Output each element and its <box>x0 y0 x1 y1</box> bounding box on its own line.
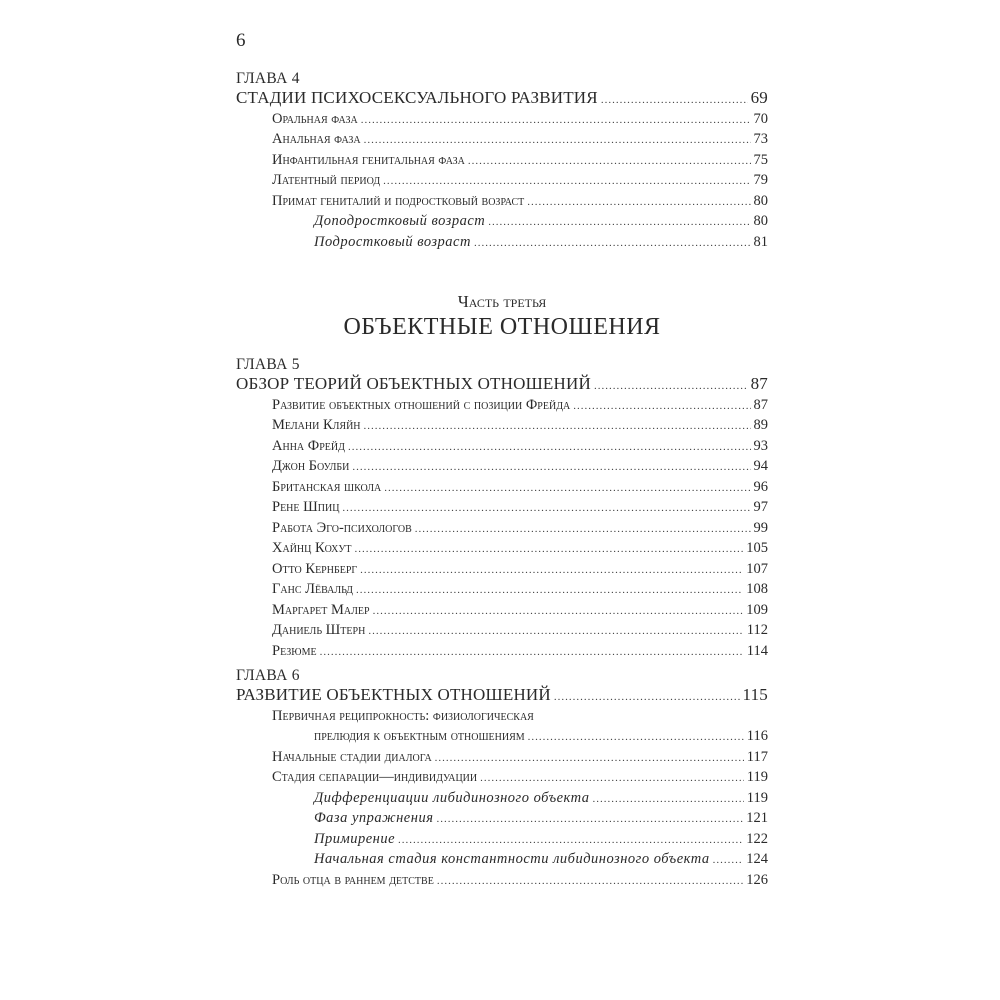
toc-entry-title: Мелани Кляйн <box>272 417 361 433</box>
toc-page-number: 87 <box>753 396 768 413</box>
toc-entry[interactable] <box>236 395 768 416</box>
toc-entry-title: Латентный период <box>272 172 381 188</box>
toc-entry[interactable] <box>236 191 768 212</box>
chapter-label: ГЛАВА 5 <box>236 356 300 373</box>
toc-entry[interactable] <box>236 559 768 580</box>
toc-page-number: 122 <box>746 830 768 847</box>
toc-entry[interactable] <box>236 706 768 727</box>
toc-entry[interactable] <box>236 870 768 891</box>
toc-entry[interactable] <box>236 170 768 191</box>
leader-dots <box>573 395 750 417</box>
toc-page-number: 73 <box>753 131 768 147</box>
chapter-4-section <box>236 70 768 252</box>
toc-entry-title: Маргарет Малер <box>272 601 370 618</box>
toc-entry[interactable] <box>236 150 768 171</box>
leader-dots <box>435 747 744 769</box>
toc-entry-title: Отто Кернберг <box>272 560 358 577</box>
leader-dots <box>398 829 743 851</box>
toc-page-number: 112 <box>746 622 768 638</box>
leader-dots <box>364 129 751 151</box>
toc-page-number: 115 <box>742 685 768 704</box>
toc-entry[interactable] <box>236 456 768 477</box>
toc-subentry[interactable] <box>236 849 768 870</box>
toc-entry-title: Фаза упражнения <box>314 810 434 826</box>
toc-entry-title: Анна Фрейд <box>272 437 345 454</box>
toc-entry-title: Подростковый возраст <box>314 233 471 250</box>
leader-dots <box>601 88 748 111</box>
leader-dots <box>480 767 744 789</box>
toc-entry-title: СТАДИИ ПСИХОСЕКСУАЛЬНОГО РАЗВИТИЯ <box>236 88 598 107</box>
chapter-label: ГЛАВА 4 <box>236 70 300 87</box>
toc-page-number: 89 <box>753 417 768 433</box>
toc-page-number: 79 <box>753 172 768 188</box>
toc-entry-title: ОБЗОР ТЕОРИЙ ОБЪЕКТНЫХ ОТНОШЕНИЙ <box>236 374 591 393</box>
leader-dots <box>527 191 750 213</box>
toc-page-number: 94 <box>753 458 768 474</box>
toc-page-number: 114 <box>746 642 768 659</box>
toc-entry-title: прелюдия к объектным отношениям <box>314 728 525 744</box>
toc-subentry[interactable] <box>236 232 768 253</box>
toc-entry-title: Примат гениталий и подростковый возраст <box>272 192 525 209</box>
leader-dots <box>368 620 743 642</box>
toc-entry[interactable] <box>236 600 768 621</box>
toc-entry-title: Работа Эго-психологов <box>272 519 412 536</box>
toc-entry-title: РАЗВИТИЕ ОБЪЕКТНЫХ ОТНОШЕНИЙ <box>236 685 551 704</box>
toc-entry[interactable] <box>236 641 768 662</box>
leader-dots <box>356 579 743 601</box>
toc-entry[interactable] <box>236 518 768 539</box>
toc-page-number: 121 <box>746 810 768 826</box>
toc-page-number: 93 <box>753 437 768 454</box>
toc-entry-title: Примирение <box>314 830 396 847</box>
toc-entry-title: Дифференциации либидинозного объекта <box>314 789 590 806</box>
toc-page-number: 87 <box>750 374 768 393</box>
toc-entry[interactable] <box>236 129 768 150</box>
toc-page-number: 109 <box>746 601 768 618</box>
toc-entry[interactable] <box>236 415 768 436</box>
toc-page-number: 80 <box>753 192 768 209</box>
toc-page-number: 96 <box>753 478 768 495</box>
toc-entry[interactable] <box>236 620 768 641</box>
page-number: 6 <box>236 30 246 51</box>
leader-dots <box>713 849 744 871</box>
toc-entry-title: Джон Боулби <box>272 458 350 474</box>
toc-entry-title: Роль отца в раннем детстве <box>272 871 434 888</box>
toc-subentry[interactable] <box>236 808 768 829</box>
toc-entry[interactable] <box>236 477 768 498</box>
leader-dots <box>468 150 751 172</box>
leader-dots <box>348 436 751 458</box>
toc-chapter-title[interactable] <box>236 374 768 395</box>
toc-page-number: 107 <box>746 560 768 577</box>
toc-subentry[interactable] <box>236 788 768 809</box>
leader-dots <box>355 538 744 560</box>
leader-dots <box>593 788 744 810</box>
toc-entry[interactable] <box>236 747 768 768</box>
toc-entry[interactable] <box>236 538 768 559</box>
toc-page-number: 117 <box>746 748 768 765</box>
part-title: ОБЪЕКТНЫЕ ОТНОШЕНИЯ <box>343 314 661 340</box>
leader-dots <box>320 641 744 663</box>
toc-page-number: 70 <box>753 110 768 127</box>
toc-page-number: 105 <box>746 540 768 556</box>
toc-entry-title: Первичная реципрокность: физиологическая <box>272 707 534 724</box>
leader-dots <box>384 477 750 499</box>
toc-entry[interactable] <box>236 767 768 788</box>
toc-page-number: 119 <box>746 789 768 806</box>
toc-entry[interactable] <box>236 497 768 518</box>
toc-chapter-title[interactable] <box>236 88 768 109</box>
toc-subentry[interactable] <box>236 211 768 232</box>
chapter-6-section <box>236 667 768 890</box>
toc-entry-title: Начальные стадии диалога <box>272 748 432 765</box>
toc-entry[interactable] <box>236 109 768 130</box>
leader-dots <box>342 497 750 519</box>
toc-page-number: 81 <box>753 233 768 250</box>
toc-entry-title: Анальная фаза <box>272 131 361 147</box>
toc-entry[interactable] <box>236 436 768 457</box>
part-subtitle: Часть третья <box>457 292 547 311</box>
toc-entry-title: Хайнц Кохут <box>272 540 352 556</box>
toc-entry-title: Рене Шпиц <box>272 499 340 515</box>
toc-page-number: 69 <box>750 88 768 107</box>
toc-page-number: 126 <box>746 871 768 888</box>
leader-dots <box>437 870 743 892</box>
leader-dots <box>474 232 751 254</box>
chapter-label: ГЛАВА 6 <box>236 667 300 684</box>
toc-page-number: 75 <box>753 151 768 168</box>
toc-entry-title: Резюме <box>272 642 317 659</box>
toc-page-number: 99 <box>753 519 768 536</box>
leader-dots <box>554 685 740 708</box>
leader-dots <box>383 170 750 192</box>
toc-page-number: 108 <box>746 581 768 597</box>
leader-dots <box>436 808 743 830</box>
leader-dots <box>594 374 748 397</box>
leader-dots <box>488 211 750 233</box>
toc-entry-title: Британская школа <box>272 478 382 495</box>
leader-dots <box>361 109 751 131</box>
toc-page-number: 119 <box>746 769 768 785</box>
leader-dots <box>352 456 750 478</box>
toc-entry-title: Стадия сепарации—индивидуации <box>272 769 478 785</box>
toc-page-number: 97 <box>753 499 768 515</box>
toc-chapter-title[interactable] <box>236 685 768 706</box>
toc-entry-title: Развитие объектных отношений с позиции Фрейда <box>272 396 571 413</box>
toc-page-number: 124 <box>746 851 768 867</box>
toc-page-number: 80 <box>753 213 768 229</box>
toc-entry-title: Ганс Лёвальд <box>272 581 353 597</box>
leader-dots <box>528 726 744 748</box>
toc-subentry[interactable] <box>236 829 768 850</box>
chapter-5-section <box>236 356 768 661</box>
toc-entry-title: Инфантильная генитальная фаза <box>272 151 465 168</box>
toc-entry-title: Начальная стадия константности либидинозного объекта <box>314 851 710 867</box>
leader-dots <box>364 415 751 437</box>
leader-dots <box>360 559 743 581</box>
toc-entry-continuation[interactable] <box>236 726 768 747</box>
toc-page-number: 116 <box>746 728 768 744</box>
toc-entry-title: Даниель Штерн <box>272 622 366 638</box>
toc-entry-title: Доподростковый возраст <box>314 213 486 229</box>
leader-dots <box>415 518 751 540</box>
toc-entry-title: Оральная фаза <box>272 110 358 127</box>
toc-entry[interactable] <box>236 579 768 600</box>
leader-dots <box>373 600 744 622</box>
